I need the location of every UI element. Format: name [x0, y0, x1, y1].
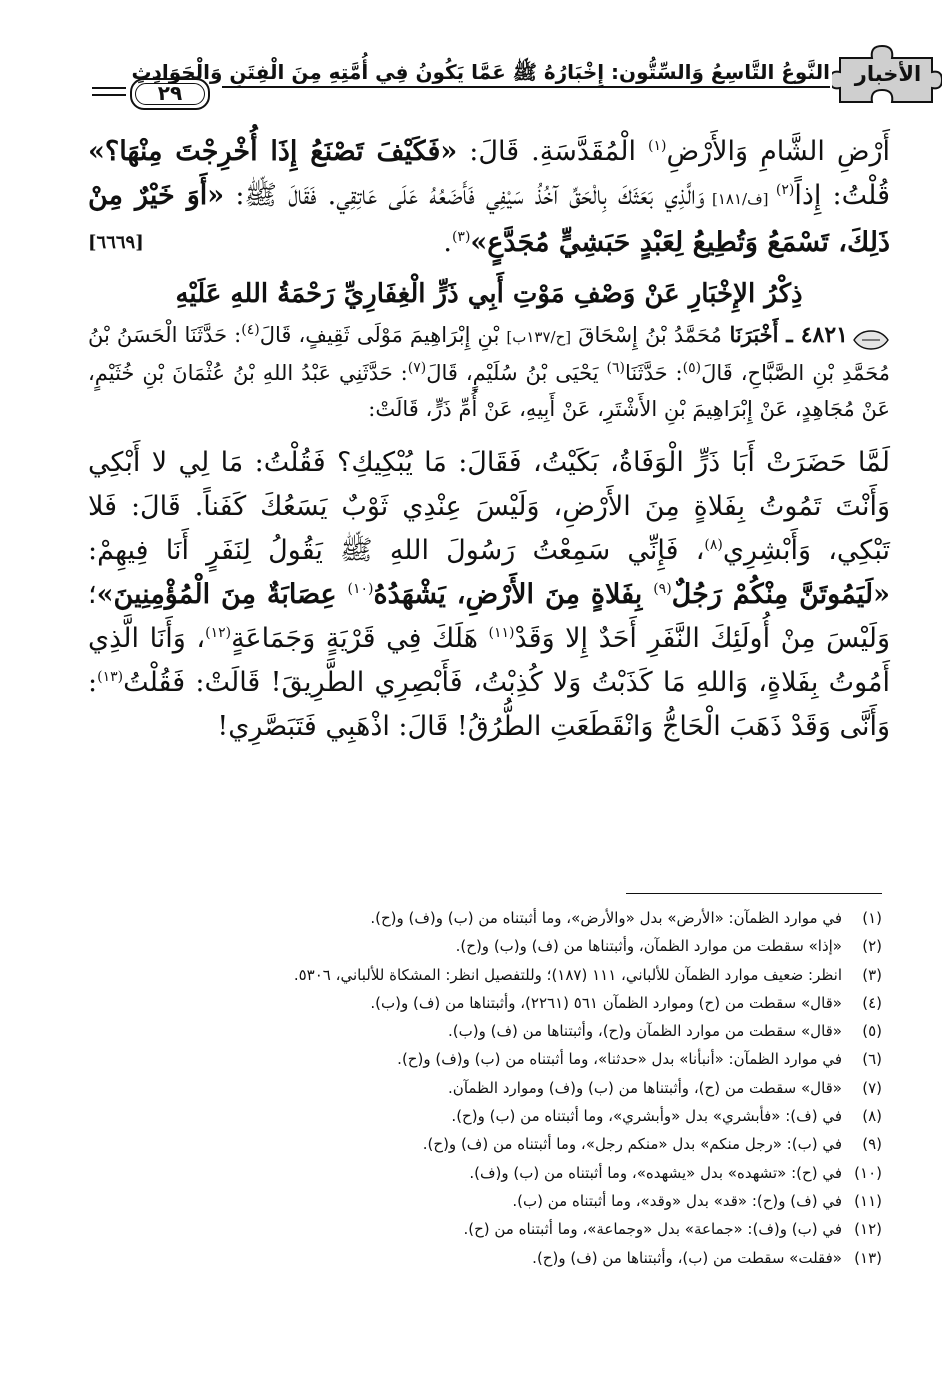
text-segment: : وَأَنَّى وَقَدْ ذَهَبَ الْحَاجُّ وَانْقَطَعَتِ الطُّرُقُ! قَالَ: اذْهَبِي فَتَبَصَّرِي!	[88, 667, 890, 742]
text-segment: : حَدَّثَنَا	[624, 361, 683, 385]
footnote-marker: (٤)	[241, 322, 260, 338]
text-segment: ؛ وَلَيْسَ مِنْ أُولَئِكَ النَّفَرِ أَحَدٌ إِلا وَقَدْ	[88, 579, 890, 654]
text-segment: وَالَّذِي بَعَثَكَ بِالْحَقِّ آخُذُ سَيْفِي فَأَضَعُهُ عَلَى عَاتِقِي. فَقَالَ ﷺ:	[224, 180, 705, 211]
footnote-marker: (٨)	[704, 537, 723, 553]
footnote-item	[88, 989, 882, 1017]
footnote-item	[88, 932, 882, 960]
footnote-marker: (١٠)	[347, 581, 374, 597]
hadith-cross-ref: [٦٦٦٩]	[88, 232, 144, 253]
footnotes-list	[88, 904, 882, 1272]
footnote-text: «قال» سقطت من موارد الظمآن و(ح)، وأثبتناها من (ف) و(ب).	[448, 1022, 842, 1041]
akhbar-ornament-icon	[852, 326, 890, 348]
footnote-text: في (ح): «تشهده» بدل «يشهده»، وما أثبتناه من (ب) و(ف).	[469, 1163, 842, 1182]
text-segment: أَرْضِ الشَّامِ وَالأَرْضِ	[666, 136, 891, 167]
footnote-number: (١٠)	[854, 1163, 882, 1182]
text-segment: : حَدَّثَنِي عَبْدُ اللهِ بْنُ عُثْمَانَ بْنِ خُثَيْمٍ، عَنْ مُجَاهِدٍ، عَنْ إِبْرَاهِيمَ بْنِ الأَشْتَرِ، عَنْ أَبِيهِ، عَنْ أُمِّ ذَرٍّ، قَالَتْ:	[88, 361, 890, 421]
text-segment: لَمَّا حَضَرَتْ أَبَا ذَرٍّ الْوَفَاةُ، بَكَيْتُ، فَقَالَ: مَا يُبْكِيكِ؟ فَقُلْتُ: مَا لِي لا أَبْكِي وَأَنْتَ تَمُوتُ بِفَلاةٍ مِنَ الأَرْضِ، وَلَيْسَ عِنْدِي ثَوْبٌ يَسَعُكَ كَفَناً. قَالَ: فَلا تَبْكِي، وَأَبْشِرِي	[88, 447, 891, 566]
text-segment: هَلَكَ فِي قَرْيَةٍ وَجَمَاعَةٍ	[231, 623, 489, 654]
header-rule-left-1	[92, 87, 126, 89]
header-rule-left-2	[92, 94, 126, 96]
footnote-number: (٦)	[862, 1050, 882, 1069]
footnote-separator	[626, 893, 882, 894]
footnote-number: (١٢)	[854, 1220, 882, 1239]
footnote-text: في (ب) و(ف): «جماعة» بدل «وجماعة»، وما أثبتناه من (ح).	[463, 1220, 842, 1239]
page-number-box	[130, 78, 210, 110]
footnote-number: (٨)	[862, 1107, 882, 1126]
prophetic-quote: بِفَلاةٍ مِنَ الأَرْضِ، يَشْهَدُهُ	[373, 579, 654, 610]
text-segment: قُلْتُ: إِذاً	[794, 180, 890, 211]
chapter-running-title: النَّوعُ التَّاسِعُ وَالسِّتُّون: إِخْبَارُهُ ﷺ عَمَّا يَكُونُ فِي أُمَّتِهِ مِنَ الْفِتَنِ وَالْحَوَادِثِ	[131, 60, 830, 84]
footnote-marker: (٧)	[407, 360, 427, 376]
footnote-item	[88, 1159, 882, 1187]
footnote-text: في (ف): «فأبشري» بدل «وأبشري»، وما أثبتناه من (ب) و(ح).	[451, 1107, 842, 1126]
footnote-text: «فقلت» سقطت من (ب)، وأثبتناها من (ف) و(ح).	[532, 1248, 842, 1267]
footnote-number: (٥)	[862, 1022, 882, 1041]
manuscript-ref: [ف/١٨١]	[704, 190, 776, 208]
footnote-item	[88, 1187, 882, 1215]
matn-paragraph	[88, 441, 890, 749]
prophetic-quote: «فَكَيْفَ تَصْنَعُ إِذَا أُخْرِجْتَ مِنْهَا؟»	[88, 136, 458, 167]
footnote-item	[88, 961, 882, 989]
footnote-text: «قال» سقطت من (ح) وموارد الظمآن ٥٦١ (٢٢٦١)، وأثبتناها من (ف) و(ب).	[370, 993, 842, 1012]
footnote-marker: (٦)	[606, 360, 625, 376]
manuscript-ref: [ح/١٣٧ب]	[506, 328, 572, 346]
footnote-text: انظر: ضعيف موارد الظمآن للألباني، ١١١ (١٨٧)؛ وللتفصيل انظر: المشكاة للألباني، ٥٣٠٦.	[293, 965, 842, 984]
text-segment: مُحَمَّدُ بْنُ إِسْحَاقَ	[571, 323, 722, 347]
footnote-text: «قال» سقطت من (ح)، وأثبتناها من (ب) و(ف) وموارد الظمآن.	[448, 1078, 842, 1097]
page-number: ٢٩	[157, 81, 183, 105]
hadith-number: ٤٨٢١ ـ	[786, 322, 848, 348]
footnote-item	[88, 1215, 882, 1243]
footnote-number: (٧)	[862, 1078, 882, 1097]
footnote-marker: (١٣)	[97, 669, 124, 685]
footnote-marker: (٩)	[653, 581, 672, 597]
akhbarna-word: أَخْبَرَنَا	[721, 322, 787, 347]
puzzle-piece-icon	[832, 44, 942, 108]
isnad-paragraph	[88, 317, 890, 427]
footnote-marker: (٢)	[775, 182, 795, 198]
header-rule-top	[222, 86, 830, 88]
footnote-number: (٢)	[862, 937, 882, 956]
footnote-text: في موارد الظمآن: «الأرض» بدل «والأرض»، وما أثبتناه من (ب) و(ف) و(ح).	[370, 909, 842, 927]
text-segment: ، وَأَنَا الَّذِي أَمُوتُ بِفَلاةٍ، وَاللهِ مَا كَذَبْتُ وَلا كُذِبْتُ، فَأَبْصِرِي الطَّرِيقَ! قَالَتْ: فَقُلْتُ	[88, 623, 890, 698]
footnote-marker: (١١)	[488, 625, 515, 641]
footnote-item	[88, 1074, 882, 1102]
text-segment: .	[443, 227, 452, 258]
section-heading: ذِكْرُ الإِخْبَارِ عَنْ وَصْفِ مَوْتِ أَبِي ذَرٍّ الْغِفَارِيِّ رَحْمَةُ اللهِ عَلَيْهِ	[175, 279, 803, 309]
prophetic-quote: «أَوَ خَيْرٌ مِنْ ذَلِكَ، تَسْمَعُ وَتُطِيعُ لِعَبْدٍ حَبَشِيٍّ مُجَدَّعٍ»	[88, 180, 890, 258]
text-segment: ، فَإِنِّي سَمِعْتُ رَسُولَ اللهِ ﷺ يَقُولُ لِنَفَرٍ أَنَا فِيهِمْ:	[88, 535, 705, 566]
text-segment: : حَدَّثَنَا الْحَسَنُ بْنُ مُحَمَّدِ بْنِ الصَّبَّاحِ، قَالَ	[88, 323, 890, 385]
footnote-number: (٤)	[862, 993, 882, 1012]
footnote-item	[88, 1130, 882, 1158]
footnote-text: في (ف) و(ح): «قد» بدل «وقد»، وما أثبتناه من (ب).	[512, 1191, 842, 1210]
footnote-number: (١٣)	[854, 1248, 882, 1267]
page-header	[92, 44, 938, 114]
footnote-number: (١)	[862, 909, 882, 927]
prophetic-quote: عِصَابَةٌ مِنَ الْمُؤْمِنِينَ»	[96, 579, 348, 610]
akhbar-ornament-icon-svg	[852, 329, 890, 351]
footnote-item	[88, 1045, 882, 1073]
footnote-item	[88, 1102, 882, 1130]
footnote-marker: (١٢)	[205, 625, 232, 641]
main-text	[88, 130, 890, 749]
footnote-text: «إذا» سقطت من موارد الظمآن، وأثبتناها من (ف) و(ب) و(ح).	[455, 937, 842, 956]
paragraph-continuation	[88, 130, 890, 265]
footnote-marker: (٥)	[682, 360, 702, 376]
footnote-number: (١١)	[854, 1191, 882, 1210]
footnote-item	[88, 1017, 882, 1045]
footnote-text: في (ب): «رجل منكم» بدل «منكم رجل»، وما أثبتناه من (ف) و(ح).	[422, 1135, 842, 1154]
footnote-marker: (١)	[647, 138, 667, 154]
footnote-number: (٩)	[862, 1135, 882, 1154]
section-badge-label: الأخبار	[854, 62, 922, 86]
text-segment: يَحْيَى بْنُ سُلَيْمٍ، قَالَ	[426, 361, 607, 385]
footnote-text: في موارد الظمآن: «أنبأنا» بدل «حدثنا»، وما أثبتناه من (ب) و(ف) و(ح).	[397, 1050, 842, 1069]
footnote-marker: (٣)	[451, 229, 471, 245]
prophetic-quote: «لَيَمُوتَنَّ مِنْكُمْ رَجُلٌ	[671, 579, 890, 610]
text-segment: بْنِ إِبْرَاهِيمَ مَوْلَى ثَقِيفٍ، قَالَ	[259, 323, 507, 347]
footnote-number: (٣)	[862, 965, 882, 984]
footnote-item	[88, 904, 882, 932]
text-segment: الْمُقَدَّسَةِ. قَالَ:	[457, 136, 648, 167]
footnote-item	[88, 1244, 882, 1272]
